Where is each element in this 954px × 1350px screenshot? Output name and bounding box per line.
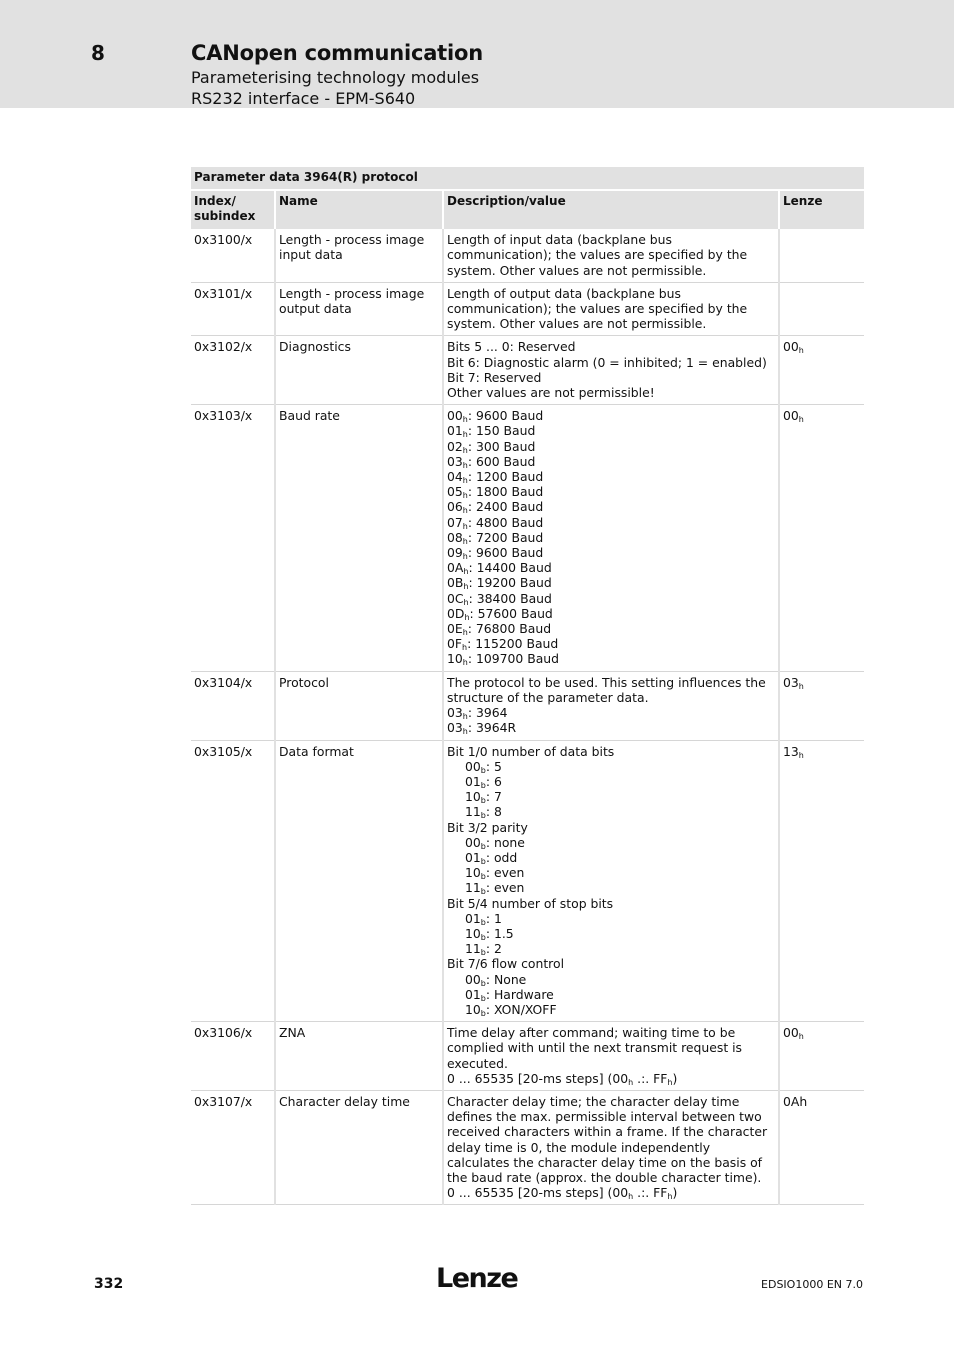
column-header-name: Name [275, 190, 443, 229]
section-subtitle: Parameterising technology modules [191, 68, 480, 87]
cell-name: Data format [275, 740, 443, 1022]
value-meaning: : 5 [485, 758, 502, 774]
value-meaning: : 9600 Baud [467, 408, 544, 424]
range-text: .:. FF [633, 1185, 668, 1201]
value-meaning: : 8 [485, 804, 502, 820]
page-number: 332 [94, 1276, 124, 1292]
value-code: 0A [447, 560, 464, 576]
value-radix: b [480, 765, 486, 775]
cell-index: 0x3104/x [191, 671, 275, 740]
table-row [191, 405, 864, 671]
cell-index: 0x3105/x [191, 740, 275, 1022]
value-code: 03 [447, 705, 463, 721]
cell-description [443, 740, 779, 1022]
cell-name: ZNA [275, 1022, 443, 1091]
description-line: The protocol to be used. This setting influences the structure of the parameter data. [447, 674, 766, 705]
description-line: Bit 7/6 flow control [447, 956, 565, 972]
table-row [191, 282, 864, 336]
chapter-title: CANopen communication [191, 41, 483, 65]
description-line [447, 636, 775, 651]
description-line [447, 987, 775, 1002]
value-code: 0F [447, 636, 463, 652]
value-radix: h [462, 491, 468, 501]
description-line [447, 591, 775, 606]
cell-description [443, 229, 779, 282]
value-code: 0C [447, 590, 464, 606]
cell-lenze-default [779, 229, 864, 282]
cell-lenze-default [779, 671, 864, 740]
value-radix: h [463, 567, 469, 577]
value-code: 01 [465, 849, 481, 865]
description-line [447, 759, 775, 774]
cell-lenze-default [779, 1022, 864, 1091]
value-radix: b [480, 993, 486, 1003]
value-meaning: : 76800 Baud [467, 621, 552, 637]
description-line [447, 911, 775, 926]
cell-description [443, 1022, 779, 1091]
value-radix: h [462, 445, 468, 455]
value-code: 11 [465, 880, 481, 896]
value-code: 0E [447, 621, 463, 637]
value-meaning: : XON/XOFF [485, 1001, 557, 1017]
table-header-row [191, 190, 864, 229]
description-line: Length of input data (backplane bus communication); the values are specified by the system. Other values are not permissible. [447, 232, 748, 278]
value-meaning: : 1.5 [485, 925, 514, 941]
value-code: 03 [447, 453, 463, 469]
parameter-table [191, 167, 864, 1205]
value-radix: h [462, 658, 468, 668]
value-code: 01 [447, 423, 463, 439]
chapter-number: 8 [91, 41, 105, 65]
cell-description [443, 282, 779, 336]
description-line [447, 606, 775, 621]
value-meaning: : 1200 Baud [467, 469, 544, 485]
value-radix: h [463, 582, 469, 592]
cell-index: 0x3107/x [191, 1090, 275, 1204]
lenze-logo: Lenze [436, 1263, 518, 1294]
value-code: 00 [465, 971, 481, 987]
cell-description [443, 1090, 779, 1204]
description-line: Time delay after command; waiting time to be complied with until the next transmit request is executed. [447, 1025, 743, 1071]
description-line: Bit 3/2 parity [447, 819, 528, 835]
description-line [447, 499, 775, 514]
description-line [447, 1185, 775, 1200]
cell-index: 0x3101/x [191, 282, 275, 336]
lenze-radix: h [798, 346, 804, 356]
value-radix: b [480, 887, 486, 897]
cell-index: 0x3103/x [191, 405, 275, 671]
value-meaning: : Hardware [485, 986, 554, 1002]
cell-description [443, 405, 779, 671]
value-radix: h [464, 612, 470, 622]
description-line [447, 1071, 775, 1086]
description-line [447, 926, 775, 941]
value-code: 10 [465, 865, 481, 881]
value-radix: b [480, 978, 486, 988]
table-row [191, 671, 864, 740]
page-header [0, 0, 954, 108]
value-meaning: : None [485, 971, 527, 987]
value-radix: h [462, 628, 468, 638]
value-radix: h [462, 712, 468, 722]
value-meaning: : 1800 Baud [467, 484, 544, 500]
value-radix: b [480, 811, 486, 821]
value-radix: b [480, 796, 486, 806]
description-line: Bit 1/0 number of data bits [447, 743, 615, 759]
column-header-description: Description/value [443, 190, 779, 229]
value-meaning: : 57600 Baud [469, 605, 553, 621]
table-row [191, 229, 864, 282]
lenze-value: 03 [783, 674, 799, 690]
description-line [447, 651, 775, 666]
value-meaning: : 115200 Baud [467, 636, 559, 652]
value-code: 07 [447, 514, 463, 530]
value-code: 04 [447, 469, 463, 485]
description-line: Bit 6: Diagnostic alarm (0 = inhibited; 1 = enabled) [447, 354, 767, 370]
description-line [447, 865, 775, 880]
description-line [447, 560, 775, 575]
cell-name: Baud rate [275, 405, 443, 671]
description-line [447, 484, 775, 499]
description-line [447, 423, 775, 438]
cell-name: Length - process image input data [275, 229, 443, 282]
lenze-value: 0Ah [783, 1093, 808, 1109]
document-id: EDSIO1000 EN 7.0 [761, 1278, 863, 1291]
lenze-radix: h [798, 1032, 804, 1042]
description-line: Character delay time; the character delay time defines the max. permissible interval between two received characters within a frame. If the character delay time is 0, the module independently calculates the character delay time on the basis of the baud rate (approx. the double character time). [447, 1093, 768, 1185]
value-code: 11 [465, 804, 481, 820]
value-radix: h [462, 415, 468, 425]
value-code: 01 [465, 986, 481, 1002]
value-code: 06 [447, 499, 463, 515]
description-line [447, 774, 775, 789]
value-code: 05 [447, 484, 463, 500]
description-line [447, 408, 775, 423]
cell-description [443, 671, 779, 740]
description-line [447, 439, 775, 454]
range-radix: h [628, 1192, 634, 1202]
cell-lenze-default [779, 336, 864, 405]
value-radix: h [462, 476, 468, 486]
value-code: 10 [447, 651, 463, 667]
value-radix: h [462, 727, 468, 737]
description-line [447, 880, 775, 895]
value-meaning: : 2 [485, 941, 502, 957]
description-line: Bit 7: Reserved [447, 369, 542, 385]
cell-lenze-default [779, 740, 864, 1022]
value-radix: h [462, 536, 468, 546]
value-code: 10 [465, 789, 481, 805]
value-meaning: : 9600 Baud [467, 545, 544, 561]
value-code: 01 [465, 910, 481, 926]
range-text: 0 ... 65535 [20-ms steps] (00 [447, 1070, 629, 1086]
cell-index: 0x3106/x [191, 1022, 275, 1091]
description-line [447, 705, 775, 720]
value-radix: b [480, 917, 486, 927]
cell-index: 0x3100/x [191, 229, 275, 282]
value-radix: b [480, 872, 486, 882]
value-radix: b [480, 856, 486, 866]
value-meaning: : 38400 Baud [468, 590, 552, 606]
value-radix: b [480, 780, 486, 790]
description-line [447, 972, 775, 987]
value-radix: b [480, 948, 486, 958]
value-code: 08 [447, 529, 463, 545]
description-line [447, 530, 775, 545]
lenze-value: 00 [783, 408, 799, 424]
value-radix: b [480, 841, 486, 851]
description-line [447, 454, 775, 469]
description-line: Bits 5 ... 0: Reserved [447, 339, 576, 355]
value-code: 02 [447, 438, 463, 454]
value-meaning: : 150 Baud [467, 423, 536, 439]
range-text: ) [672, 1185, 678, 1201]
table-row [191, 740, 864, 1022]
value-meaning: : 600 Baud [467, 453, 536, 469]
cell-lenze-default [779, 1090, 864, 1204]
value-radix: h [462, 552, 468, 562]
value-meaning: : 4800 Baud [467, 514, 544, 530]
value-meaning: : 3964 [467, 705, 508, 721]
description-line [447, 941, 775, 956]
range-radix: h [628, 1077, 634, 1087]
table-row [191, 1022, 864, 1091]
description-line [447, 621, 775, 636]
subsection-subtitle: RS232 interface - EPM-S640 [191, 89, 416, 108]
description-line [447, 789, 775, 804]
cell-name: Protocol [275, 671, 443, 740]
value-meaning: : even [485, 865, 525, 881]
description-line [447, 515, 775, 530]
table-row [191, 336, 864, 405]
column-header-lenze: Lenze [779, 190, 864, 229]
table-body [191, 229, 864, 1205]
value-meaning: : 300 Baud [467, 438, 536, 454]
cell-name: Character delay time [275, 1090, 443, 1204]
value-radix: b [480, 1008, 486, 1018]
value-code: 00 [465, 758, 481, 774]
lenze-value: 00 [783, 339, 799, 355]
value-meaning: : even [485, 880, 525, 896]
value-radix: h [462, 643, 468, 653]
value-meaning: : 3964R [467, 720, 517, 736]
description-line [447, 835, 775, 850]
range-text: .:. FF [633, 1070, 668, 1086]
value-code: 00 [447, 408, 463, 424]
value-meaning: : none [485, 834, 525, 850]
column-header-index: Index/ subindex [191, 190, 275, 229]
description-line: Other values are not permissible! [447, 385, 655, 401]
description-line [447, 469, 775, 484]
description-line [447, 1002, 775, 1017]
value-meaning: : 2400 Baud [467, 499, 544, 515]
range-radix: h [667, 1192, 673, 1202]
cell-name: Diagnostics [275, 336, 443, 405]
value-radix: h [463, 597, 469, 607]
description-line [447, 850, 775, 865]
table-caption: Parameter data 3964(R) protocol [191, 167, 864, 190]
value-meaning: : 1 [485, 910, 502, 926]
value-meaning: : 19200 Baud [468, 575, 552, 591]
value-meaning: : 109700 Baud [467, 651, 560, 667]
value-code: 03 [447, 720, 463, 736]
cell-index: 0x3102/x [191, 336, 275, 405]
range-radix: h [667, 1077, 673, 1087]
value-code: 01 [465, 773, 481, 789]
value-code: 11 [465, 941, 481, 957]
description-line [447, 720, 775, 735]
value-radix: h [462, 460, 468, 470]
description-line: Bit 5/4 number of stop bits [447, 895, 614, 911]
value-meaning: : 7200 Baud [467, 529, 544, 545]
description-line [447, 545, 775, 560]
value-code: 00 [465, 834, 481, 850]
cell-description [443, 336, 779, 405]
description-line [447, 804, 775, 819]
lenze-radix: h [798, 415, 804, 425]
description-line: Length of output data (backplane bus communication); the values are specified by the system. Other values are not permissible. [447, 285, 748, 332]
value-radix: h [462, 521, 468, 531]
description-line [447, 575, 775, 590]
lenze-radix: h [798, 750, 804, 760]
value-code: 10 [465, 1001, 481, 1017]
lenze-value: 00 [783, 1025, 799, 1041]
table-row [191, 1090, 864, 1204]
value-radix: h [462, 506, 468, 516]
lenze-radix: h [798, 681, 804, 691]
value-meaning: : 6 [485, 773, 502, 789]
value-meaning: : odd [485, 849, 518, 865]
value-code: 0D [447, 605, 465, 621]
value-code: 09 [447, 545, 463, 561]
value-radix: h [462, 430, 468, 440]
value-code: 0B [447, 575, 464, 591]
range-text: ) [672, 1070, 678, 1086]
value-code: 10 [465, 925, 481, 941]
value-meaning: : 14400 Baud [468, 560, 552, 576]
range-text: 0 ... 65535 [20-ms steps] (00 [447, 1185, 629, 1201]
lenze-value: 13 [783, 743, 799, 759]
table-caption-row [191, 167, 864, 190]
cell-name: Length - process image output data [275, 282, 443, 336]
value-meaning: : 7 [485, 789, 502, 805]
cell-lenze-default [779, 405, 864, 671]
value-radix: b [480, 932, 486, 942]
cell-lenze-default [779, 282, 864, 336]
